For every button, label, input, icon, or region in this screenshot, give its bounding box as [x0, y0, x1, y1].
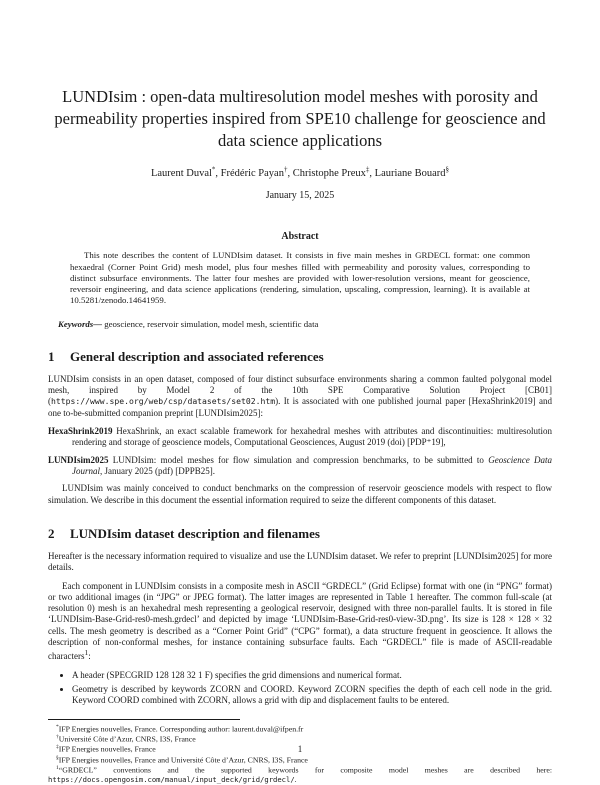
section-2-paragraph-1: Hereafter is the necessary information required to visualize and use the LUNDIsim dataset. We refer to preprint [LUNDIsim2025] for more details.: [48, 550, 552, 573]
footnote-mark: §: [56, 754, 59, 761]
section-2-number: 2: [48, 525, 55, 541]
reference-text: LUNDIsim: model meshes for flow simulation and compression benchmarks, to be submitted to: [108, 454, 489, 465]
footnote-text: “GRDECL” conventions and the supported keywords for composite model meshes are described here:: [58, 765, 552, 775]
grdecl-structure-list: [48, 670, 552, 707]
footnote-reference-mark: 1: [84, 648, 89, 658]
section-1-paragraph-2: LUNDIsim was mainly conceived to conduct benchmarks on the compression of reservoir geoscience models with respect to flow simulation. We describe in this document the essential information required to seize the different components of this dataset.: [48, 483, 552, 505]
opengosim-docs-link[interactable]: https://docs.opengosim.com/manual/input_deck/grid/grdecl/: [48, 775, 295, 785]
footnote-text: IFP Energies nouvelles, France: [58, 744, 156, 754]
footnote-affiliation-2: [48, 734, 552, 744]
author-2-affiliation-mark: †: [283, 165, 288, 174]
footnote-text: Université Côte d’Azur, CNRS, I3S, France: [58, 734, 196, 744]
section-1-heading: [48, 349, 552, 365]
reference-label: HexaShrink2019: [48, 425, 113, 436]
author-4-affiliation-mark: §: [445, 165, 450, 174]
author-1: [150, 165, 221, 180]
reference-item-lundisim2025: [48, 455, 552, 478]
author-3-name: Christophe Preux: [292, 168, 366, 180]
corresponding-author-email-link[interactable]: laurent.duval@ifpen.fr: [231, 724, 304, 734]
paper-title: LUNDIsim : open-data multiresolution model meshes with porosity and permeability properties inspired from SPE10 challenge for geoscience and data science applications: [54, 87, 546, 150]
keywords-label: Keywords—: [58, 318, 102, 329]
author-separator: ,: [287, 168, 293, 180]
footnote-affiliation-4: [48, 755, 552, 765]
author-3-affiliation-mark: ‡: [365, 165, 370, 174]
paragraph-text: :: [88, 651, 91, 662]
section-2-heading: [48, 526, 552, 542]
section-2-title: LUNDIsim dataset description and filenames: [70, 525, 320, 541]
reference-text: HexaShrink, an exact scalable framework for hexahedral meshes with attributes and discontinuities: multiresolution rendering and storage of geoscience models, Computational Geosciences, August 2019 (doi) [PDP⁺19],: [72, 425, 552, 448]
footnote-text: .: [294, 775, 297, 785]
author-1-name: Laurent Duval: [150, 168, 212, 180]
keywords-list: geoscience, reservoir simulation, model mesh, scientific data: [102, 318, 319, 329]
footnote-rule: [48, 719, 240, 720]
footnote-mark: †: [56, 734, 59, 741]
author-separator: ,: [369, 168, 375, 180]
footnote-text: IFP Energies nouvelles, France. Corresponding author:: [58, 724, 232, 734]
abstract-heading: Abstract: [281, 231, 319, 243]
page-number: 1: [297, 744, 303, 754]
keywords-line: [58, 319, 542, 329]
footnote-mark: ‡: [56, 744, 59, 751]
list-item: • Geometry is described by keywords ZCORN and COORD. Keyword ZCORN specifies the depth of each cell node in the grid. Keyword COORD combined with ZCORN, allows a grid with dip and displacement faults to be entered.: [72, 684, 552, 707]
author-4: [374, 165, 450, 180]
section-1-number: 1: [48, 348, 55, 364]
spe-dataset-link[interactable]: https://www.spe.org/web/csp/datasets/set02.htm: [51, 396, 276, 407]
list-item: • A header (SPECGRID 128 128 32 1 F) specifies the grid dimensions and numerical format.: [72, 670, 552, 681]
footnote-grdecl-conventions: [48, 765, 552, 785]
author-line: [48, 166, 552, 180]
paragraph-text: Each component in LUNDIsim consists in a composite mesh in ASCII “GRDECL” (Grid Eclipse) format with one (in “PNG” format) or two additional images (in “JPG” or JPEG format). The latter images are represented in Table 1 hereafter. The common full-scale (at resolution 0) mesh is an hexahedral mesh representing a geological reservoir, designed with three non-parallel faults. It is stored in file ‘LUNDIsim-Base-Grid-res0-mesh.grdecl’ and depicted by image ‘LUNDIsim-Base-Grid-res0-view-3D.png’. Its size is 128 × 128 × 32 cells. The mesh geometry is described as a “Corner Point Grid” (“CPG” format), a data structure frequent in geoscience. It allows the description of non-conformal meshes, for instance containing subsurface faults. Each “GRDECL” file is made of ASCII-readable characters: [48, 580, 552, 662]
paragraph-text: LUNDIsim consists in an open dataset, composed of four distinct subsurface environments sharing a common faulted polygonal model mesh, inspired by Model 2 of the 10th SPE Comparative Solution Project [CB01] (: [48, 373, 552, 407]
footnote-mark: *: [56, 723, 59, 730]
author-4-name: Lauriane Bouard: [374, 168, 446, 180]
paper-date: January 15, 2025: [265, 190, 335, 202]
section-1-paragraph-1: [48, 374, 552, 419]
journal-name: Geoscience Data Journal: [72, 454, 552, 476]
reference-item-hexashrink2019: [48, 426, 552, 449]
paragraph-text: ). It is associated with one published journal paper [HexaShrink2019] and one to-be-submitted companion preprint [LUNDIsim2025]:: [48, 396, 552, 418]
section-1-title: General description and associated references: [70, 348, 324, 364]
author-1-affiliation-mark: *: [211, 165, 216, 174]
footnote-text: IFP Energies nouvelles, France and Université Côte d’Azur, CNRS, I3S, France: [58, 755, 308, 765]
author-2: [220, 165, 293, 180]
author-3: [292, 165, 375, 180]
footnote-mark: 1: [56, 764, 59, 771]
reference-label: LUNDIsim2025: [48, 454, 109, 465]
author-separator: ,: [215, 168, 221, 180]
author-2-name: Frédéric Payan: [220, 168, 284, 180]
footnote-affiliation-1: [48, 724, 552, 734]
abstract-body: This note describes the content of LUNDIsim dataset. It consists in five main meshes in GRDECL format: one common hexaedral (Corner Point Grid) mesh model, plus four meshes filled with permeability and porosity values, corresponding to distinct subsurface environments. The latter four meshes are provided with lower-resolution versions, meant for geoscience, reversoir engineering, and data science applications (rendering, simulation, upscaling, compression, learning). It is available at 10.5281/zenodo.14641959.: [70, 250, 530, 306]
reference-text: , January 2025 (pdf) [DPPB25].: [100, 465, 215, 476]
section-2-paragraph-2: [48, 581, 552, 663]
